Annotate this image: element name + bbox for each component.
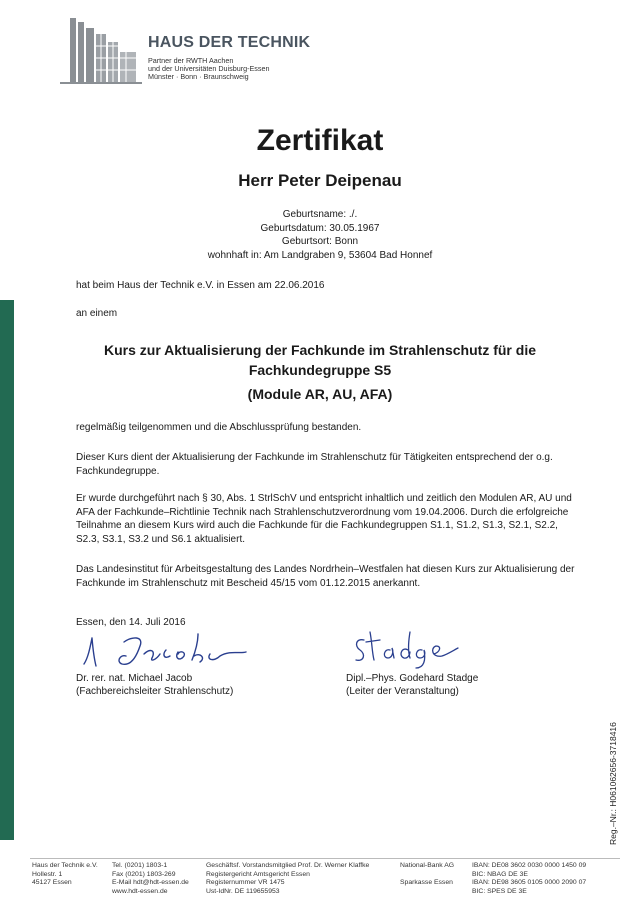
place-date: Essen, den 14. Juli 2016 bbox=[76, 617, 186, 628]
certificate-title: Zertifikat bbox=[256, 124, 384, 157]
paragraph-legal-basis: Er wurde durchgeführt nach § 30, Abs. 1 StrlSchV und entspricht inhaltlich und zeitlich den Modulen AR, AU und AFA der Fachkunde–Richtlinie Technik nach Strahlenschutzverordnung vom 19.04.2006. Durch die erfolgreiche Teilnahme an diesem Kurs wird auch die Fachkunde für die Fachkundegruppen S1.1, S1.2, S1.3, S2.1, S2.2, S2.3, S3.1, S3.2 und S6.1 aktualisiert. bbox=[76, 493, 572, 545]
recipient-name: Herr Peter Deipenau bbox=[238, 171, 402, 190]
left-accent-bar bbox=[0, 300, 14, 840]
signature-jacob-image bbox=[80, 628, 250, 674]
signatory-right-role: (Leiter der Veranstaltung) bbox=[346, 686, 459, 697]
signatory-left bbox=[76, 672, 233, 698]
footer-registry: Geschäftsf. Vorstandsmitglied Prof. Dr. Werner Klaffke Registergericht Amtsgericht Essen Registernummer VR 1475 Ust-IdNr. DE 119655953 bbox=[206, 862, 370, 895]
signatory-right bbox=[346, 672, 478, 698]
registration-number: Reg.–Nr.: H061062656-3718416 bbox=[608, 722, 618, 845]
intro-line-2: an einem bbox=[76, 308, 118, 319]
haus-der-technik-logo bbox=[60, 18, 142, 84]
footer-divider bbox=[30, 858, 620, 859]
birth-place: Geburtsort: Bonn bbox=[281, 236, 359, 247]
intro-line-1: hat beim Haus der Technik e.V. in Essen am 22.06.2016 bbox=[76, 280, 325, 291]
footer-contact: Tel. (0201) 1803-1 Fax (0201) 1803-269 E-Mail hdt@hdt-essen.de www.hdt-essen.de bbox=[112, 862, 189, 895]
personal-details bbox=[0, 208, 640, 262]
signature-stadge-image bbox=[350, 628, 460, 670]
paragraph-purpose: Dieser Kurs dient der Aktualisierung der Fachkunde im Strahlenschutz für Tätigkeiten entsprechend der o.g. Fachkundegruppe. bbox=[76, 452, 553, 477]
footer-bank-accounts: IBAN: DE08 3602 0030 0000 1450 09 BIC: NBAG DE 3E IBAN: DE98 3605 0105 0000 2090 07 BIC: SPES DE 3E bbox=[472, 862, 587, 895]
footer-address: Haus der Technik e.V. Hollestr. 1 45127 Essen bbox=[32, 862, 98, 887]
signatory-left-name: Dr. rer. nat. Michael Jacob bbox=[76, 673, 193, 684]
birth-date: Geburtsdatum: 30.05.1967 bbox=[260, 222, 380, 234]
address: wohnhaft in: Am Landgraben 9, 53604 Bad Honnef bbox=[207, 249, 433, 261]
org-name: HAUS DER TECHNIK bbox=[148, 34, 311, 51]
birth-name: Geburtsname: ./. bbox=[282, 209, 358, 220]
signatory-right-name: Dipl.–Phys. Godehard Stadge bbox=[346, 673, 479, 684]
result-text: regelmäßig teilgenommen und die Abschlussprüfung bestanden. bbox=[76, 422, 362, 433]
footer-banks: National-Bank AG Sparkasse Essen bbox=[400, 862, 455, 887]
paragraph-recognition: Das Landesinstitut für Arbeitsgestaltung des Landes Nordrhein–Westfalen hat diesen Kurs zur Aktualisierung der Fachkunde im Strahlenschutz mit Bescheid 45/15 vom 01.12.2015 anerkannt. bbox=[76, 564, 575, 589]
signatory-left-role: (Fachbereichsleiter Strahlenschutz) bbox=[76, 686, 234, 697]
course-title: Kurs zur Aktualisierung der Fachkunde im Strahlenschutz für die Fachkundegruppe S5 bbox=[103, 342, 536, 378]
course-modules: (Module AR, AU, AFA) bbox=[247, 386, 393, 402]
org-subtitle: Partner der RWTH Aachen und der Universitäten Duisburg-Essen Münster · Bonn · Braunschweig bbox=[148, 56, 270, 81]
